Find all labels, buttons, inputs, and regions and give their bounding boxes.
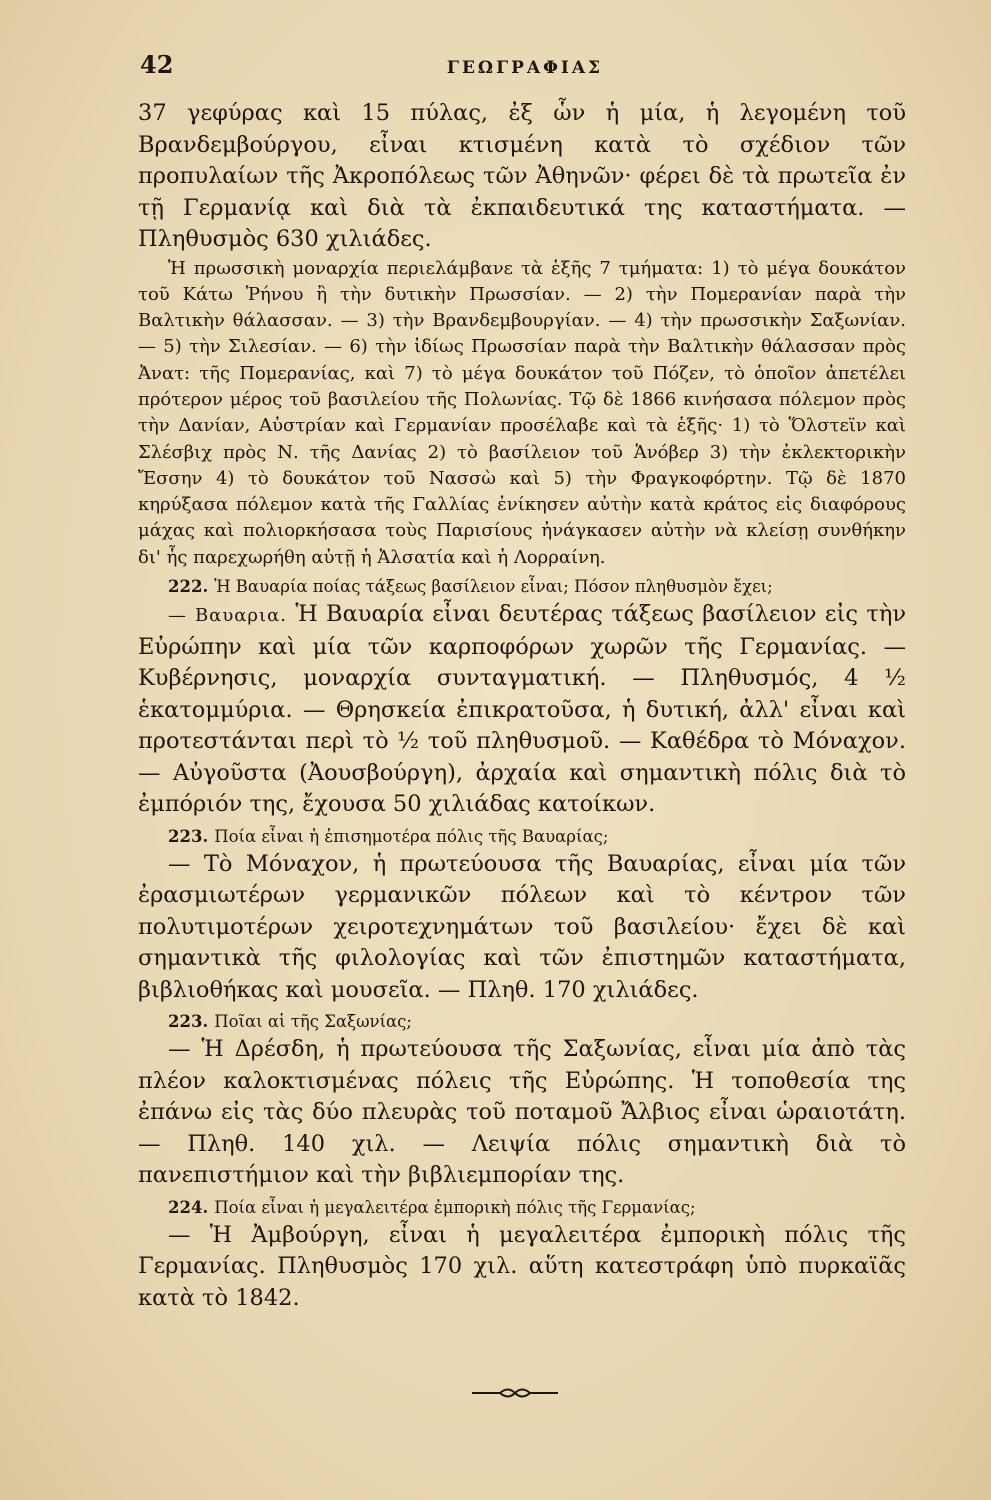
answer-lead: — Βαυαρια.: [168, 605, 287, 627]
page-header: [140, 50, 910, 90]
question-223a: [138, 824, 906, 849]
answer-223a: — Τὸ Μόναχον, ἡ πρωτεύουσα τῆς Βαυαρίας, εἶναι μία τῶν ἐρασμιωτέρων γερμανικῶν πόλεων καὶ τὸ κέντρον τῶν πολυτιμοτέρων χειροτεχνημάτων τοῦ βασιλείου· ἔχει δὲ καὶ σημαντικὰ τῆς φιλολογίας καὶ τῶν ἐπιστημῶν καταστήματα, βιβλιοθήκας καὶ μουσεῖα. — Πληθ. 170 χιλιάδες.: [138, 850, 906, 1003]
answer-223b: — Ἡ Δρέσδη, ἡ πρωτεύουσα τῆς Σαξωνίας, εἶναι μία ἀπὸ τὰς πλέον καλοκτισμένας πόλεις τῆς Εὐρώπης. Ἡ τοποθεσία της ἐπάνω εἰς τὰς δύο πλευρὰς τοῦ ποταμοῦ Ἄλβιος εἶναι ὡραιοτάτη. — Πληθ. 140 χιλ. — Λειψία πόλις σημαντικὴ διὰ τὸ πανεπιστήμιον καὶ τὴν βιβλιεμπορίαν της.: [138, 1036, 906, 1189]
question-number: 222.: [168, 577, 209, 597]
answer-text: Ἡ Βαυαρία εἶναι δευτέρας τάξεως βασίλειον εἰς τὴν Εὐρώπην καὶ μία τῶν καρποφόρων χωρῶν τῆς Γερμανίας. — Κυβέρνησις, μοναρχία συνταγματική. — Πληθυσμός, 4 ½ ἑκατομμύρια. — Θρησκεία ἐπικρατοῦσα, ἡ δυτική, ἀλλ' εἶναι καὶ προτεστάνται περὶ τὸ ½ τοῦ πληθυσμοῦ. — Καθέδρα τὸ Μόναχον. — Αὐγοῦστα (Ἀουσβούργη), ἀρχαία καὶ σημαντικὴ πόλις διὰ τὸ ἐμπόριόν της, ἔχουσα 50 χιλιάδας κατοίκων.: [138, 601, 906, 818]
question-text: Ποία εἶναι ἡ μεγαλειτέρα ἐμπορικὴ πόλις τῆς Γερμανίας;: [214, 1197, 696, 1217]
answer-222: [138, 599, 906, 821]
page-number: 42: [140, 50, 174, 79]
running-title: ΓΕΩΓΡΑΦΙΑΣ: [446, 58, 604, 78]
question-text: Ποῖαι αἱ τῆς Σαξωνίας;: [214, 1012, 412, 1032]
paragraph-prussia-note: Ἡ πρωσσικὴ μοναρχία περιελάμβανε τὰ ἑξῆς 7 τμήματα: 1) τὸ μέγα δουκάτον τοῦ Κάτω Ῥήνου ἢ τὴν δυτικὴν Πρωσσίαν. — 2) τὴν Πομερανίαν παρὰ τὴν Βαλτικὴν θάλασσαν. — 3) τὴν Βρανδεμβουργίαν. — 4) τὴν πρωσσικὴν Σαξωνίαν. — 5) τὴν Σιλεσίαν. — 6) τὴν ἰδίως Πρωσσίαν παρὰ τὴν Βαλτικὴν θάλασσαν πρὸς Ἀνατ: τῆς Πομερανίας, καὶ 7) τὸ μέγα δουκάτον τοῦ Πόζεν, τὸ ὁποῖον ἀπετέλει πρότερον μέρος τοῦ βασιλείου τῆς Πολωνίας. Τῷ δὲ 1866 κινήσασα πόλεμον πρὸς τὴν Δανίαν, Αὐστρίαν καὶ Γερμανίαν προσέλαβε καὶ τὰ ἑξῆς· 1) τὸ Ὅλστεϊν καὶ Σλέσβιχ πρὸς Ν. τῆς Δανίας 2) τὸ βασίλειον τοῦ Ἁνόβερ 3) τὴν ἐκλεκτορικὴν Ἔσσην 4) τὸ δουκάτον τοῦ Νασσὼ καὶ 5) τὴν Φραγκοφόρτην. Τῷ δὲ 1870 κηρύξασα πόλεμον κατὰ τῆς Γαλλίας ἐνίκησεν αὐτὴν κατὰ κράτος εἰς διαφόρους μάχας καὶ πολιορκήσασα τοὺς Παρισίους ἠνάγκασεν αὐτὴν νὰ κλείσῃ συνθήκην δι' ἧς παρεχωρήθη αὐτῇ ἡ Ἀλσατία καὶ ἡ Λορραίνη.: [138, 257, 906, 568]
tailpiece-ornament-icon: [470, 1383, 560, 1403]
answer-224: — Ἡ Ἀμβούργη, εἶναι ἡ μεγαλειτέρα ἐμπορικὴ πόλις τῆς Γερμανίας. Πληθυσμὸς 170 χιλ. αὕτη κατεστράφη ὑπὸ πυρκαϊᾶς κατὰ τὸ 1842.: [138, 1221, 906, 1311]
paragraph-berlin: 37 γεφύρας καὶ 15 πύλας, ἐξ ὧν ἡ μία, ἡ λεγομένη τοῦ Βρανδεμβούργου, εἶναι κτισμένη κατὰ τὸ σχέδιον τῶν προπυλαίων τῆς Ἀκροπόλεως τῶν Ἀθηνῶν· φέρει δὲ τὰ πρωτεῖα ἐν τῇ Γερμανίᾳ καὶ διὰ τὰ ἐκπαιδευτικά της καταστήματα. — Πληθυσμὸς 630 χιλιάδες.: [138, 100, 906, 252]
page-body: [138, 98, 906, 1314]
question-223b: [138, 1009, 906, 1034]
question-number: 223.: [168, 1012, 209, 1032]
question-text: Ποία εἶναι ἡ ἐπισημοτέρα πόλις τῆς Βαυαρίας;: [214, 826, 609, 846]
question-number: 224.: [168, 1197, 209, 1217]
question-text: Ἡ Βαυαρία ποίας τάξεως βασίλειον εἶναι; Πόσον πληθυσμὸν ἔχει;: [214, 577, 773, 597]
question-224: [138, 1195, 906, 1220]
question-number: 223.: [168, 826, 209, 846]
question-222: [138, 574, 906, 599]
